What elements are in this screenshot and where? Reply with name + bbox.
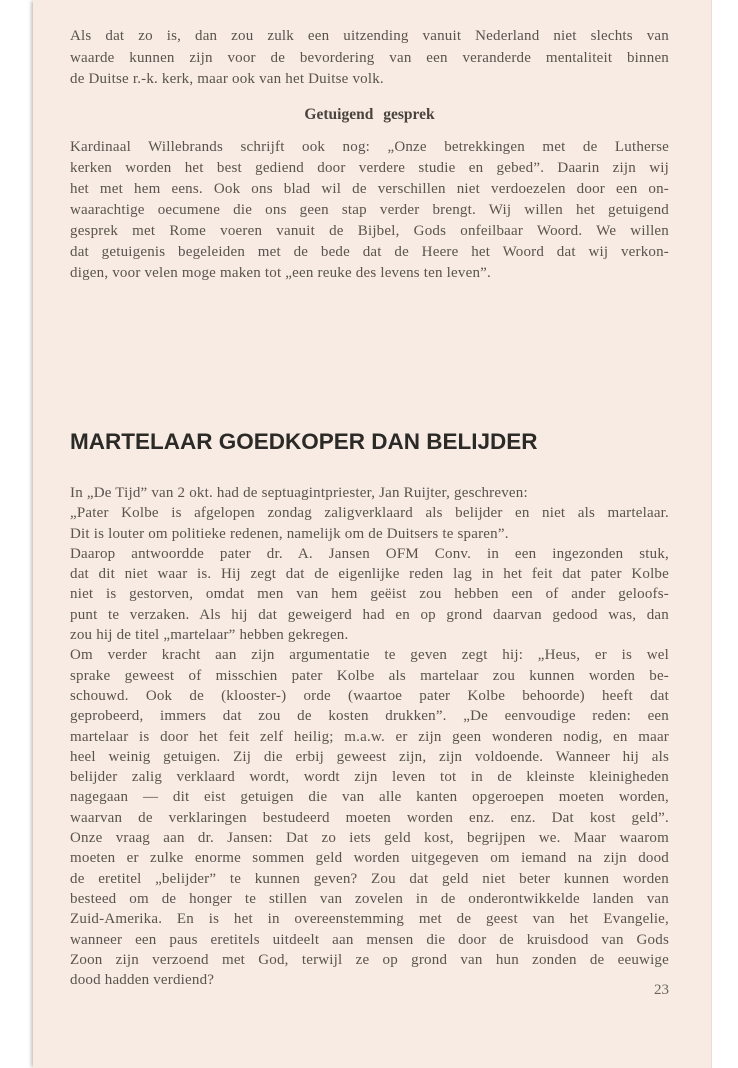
text-line: de eretitel „belijder” te kunnen geven? Zou dat geld niet beter kunnen worden bbox=[70, 870, 669, 887]
text-line: moeten er zulke enorme sommen geld worden uitgegeven om iemand na zijn dood bbox=[70, 850, 669, 867]
text-line: nagegaan — dit eist getuigen die van alle kanten opgeroepen moeten worden, bbox=[70, 789, 669, 806]
section-heading: Getuigend gesprek bbox=[304, 106, 435, 123]
text-line: „Pater Kolbe is afgelopen zondag zaligverklaard als belijder en niet als martelaar. bbox=[70, 505, 669, 522]
text-line: schouwd. Ook de (klooster-) orde (waartoe pater Kolbe behoorde) heeft dat bbox=[70, 687, 669, 704]
text-line: geprobeerd, immers dat zou de kosten drukken”. „De eenvoudige reden: een bbox=[70, 708, 669, 725]
section-paragraph bbox=[70, 137, 669, 284]
text-line: niet is gestorven, omdat men van hem geëist zou hebben een of ander geloofs- bbox=[70, 586, 669, 603]
text-line: digen, voor velen moge maken tot „een reuke des levens ten leven”. bbox=[70, 265, 491, 281]
text-line: Onze vraag aan dr. Jansen: Dat zo iets geld kost, begrijpen we. Maar waarom bbox=[70, 830, 669, 847]
text-line: martelaar is door het feit zelf heilig; m.a.w. er zijn geen wonderen nodig, en maar bbox=[70, 728, 669, 745]
article-title: MARTELAAR GOEDKOPER DAN BELIJDER bbox=[70, 429, 538, 454]
text-line: besteed om de honger te stillen van zovelen in de onderontwikkelde landen van bbox=[70, 890, 669, 907]
page-number: 23 bbox=[654, 982, 669, 998]
text-line: Dit is louter om politieke redenen, namelijk om de Duitsers te sparen”. bbox=[70, 525, 509, 542]
text-line: Kardinaal Willebrands schrijft ook nog: „Onze betrekkingen met de Lutherse bbox=[70, 139, 669, 155]
intro-paragraph bbox=[70, 26, 669, 91]
text-line: Daarop antwoordde pater dr. A. Jansen OFM Conv. in een ingezonden stuk, bbox=[70, 545, 669, 562]
text-line: gesprek met Rome voeren vanuit de Bijbel, Gods onfeilbaar Woord. We willen bbox=[70, 223, 669, 239]
text-line: sprake geweest of misschien pater Kolbe als martelaar zou kunnen worden be- bbox=[70, 667, 669, 684]
text-line: In „De Tijd” van 2 okt. had de septuagintpriester, Jan Ruijter, geschreven: bbox=[70, 485, 528, 501]
text-line: waarachtige oecumene die ons geen stap verder brengt. Wij willen het getuigend bbox=[70, 202, 669, 218]
text-line: zou hij de titel „martelaar” hebben gekregen. bbox=[70, 627, 349, 644]
text-line: Om verder kracht aan zijn argumentatie te geven zegt hij: „Heus, er is wel bbox=[70, 647, 669, 664]
text-line: dat dit niet waar is. Hij zegt dat de eigenlijke reden lag in het feit dat pater Kolbe bbox=[70, 566, 669, 583]
text-line: belijder zalig verklaard wordt, wordt zijn leven tot in de kleinste kleinigheden bbox=[70, 769, 669, 786]
text-line: Zoon zijn verzoend met God, terwijl ze op grond van hun zonden de eeuwige bbox=[70, 951, 669, 968]
text-line: dood hadden verdiend? bbox=[70, 972, 215, 989]
text-line: Als dat zo is, dan zou zulk een uitzending vanuit Nederland niet slechts van bbox=[70, 28, 669, 44]
article-body bbox=[70, 483, 669, 990]
text-line: heel weinig getuigen. Zij die erbij geweest zijn, zijn voldoende. Wanneer hij als bbox=[70, 748, 669, 765]
text-line: dat getuigenis begeleiden met de bede dat de Heere het Woord dat wij verkon- bbox=[70, 244, 669, 260]
text-line: Zuid-Amerika. En is het in overeenstemming met de geest van het Evangelie, bbox=[70, 911, 669, 928]
text-line: waarde kunnen zijn voor de bevordering van een veranderde mentaliteit binnen bbox=[70, 49, 669, 66]
text-line: punt te verzaken. Als hij dat geweigerd had en op grond daarvan gedood was, dan bbox=[70, 606, 669, 623]
text-line: wanneer een paus eretitels uitdeelt aan mensen die door de kruisdood van Gods bbox=[70, 931, 669, 948]
text-line: de Duitse r.-k. kerk, maar ook van het Duitse volk. bbox=[70, 71, 384, 87]
page-content bbox=[70, 0, 669, 1068]
book-page bbox=[33, 0, 712, 1068]
text-line: waarvan de verklaringen bestudeerd moeten worden enz. enz. Dat kost geld”. bbox=[70, 809, 669, 826]
text-line: het met hem eens. Ook ons blad wil de verschillen niet verdoezelen door een on- bbox=[70, 181, 669, 197]
text-line: kerken worden het best gediend door verdere studie en gebed”. Daarin zijn wij bbox=[70, 160, 669, 176]
